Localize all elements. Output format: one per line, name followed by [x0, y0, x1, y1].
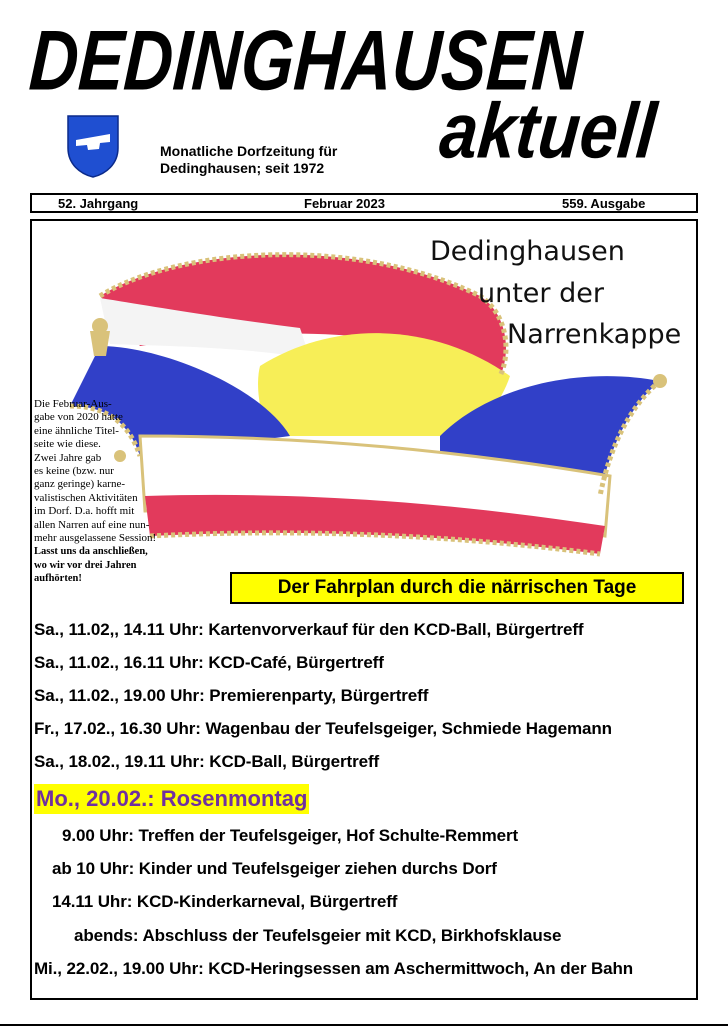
tagline	[160, 143, 337, 177]
month-label: Februar 2023	[304, 196, 385, 211]
side-note-line: mehr ausgelassene Session!	[34, 532, 157, 545]
issue-label: 559. Ausgabe	[562, 196, 646, 211]
side-note-bold-line: wo wir vor drei Jahren aufhörten!	[34, 559, 137, 585]
tagline-line-1: Monatliche Dorfzeitung für	[160, 143, 338, 159]
side-note-line: gabe von 2020 hatte	[34, 411, 123, 424]
headline-line-2: unter der	[478, 278, 604, 309]
coat-of-arms-icon	[66, 114, 120, 178]
side-note-line: Die Februar-Aus-	[34, 398, 112, 410]
rosenmontag-item: abends: Abschluss der Teufelsgeier mit KCD, Birkhofsklause	[74, 926, 562, 945]
side-note-line: es keine (bzw. nur	[34, 465, 114, 478]
headline-line-3: Narrenkappe	[507, 319, 682, 350]
headline-line-1: Dedinghausen	[430, 236, 625, 267]
schedule-item: Sa., 11.02., 19.00 Uhr: Premierenparty, Bürgertreff	[34, 686, 429, 705]
final-event: Mi., 22.02., 19.00 Uhr: KCD-Heringsessen am Aschermittwoch, An der Bahn	[34, 959, 634, 978]
side-note-line: seite wie diese.	[34, 438, 101, 451]
volume-label: 52. Jahrgang	[58, 196, 139, 211]
side-note-line: Zwei Jahre gab	[34, 451, 102, 464]
schedule-banner: Der Fahrplan durch die närrischen Tage	[230, 572, 684, 604]
issue-info-bar	[30, 193, 698, 213]
masthead-title: DEDINGHAUSEN	[26, 13, 584, 108]
side-note-line: valistischen Aktivitäten	[34, 491, 138, 504]
bottom-rule	[0, 1024, 728, 1026]
side-note-bold-line: Lasst uns da anschließen,	[34, 546, 148, 558]
schedule-item: Sa., 18.02., 19.11 Uhr: KCD-Ball, Bürgertreff	[34, 752, 380, 771]
masthead-subtitle: aktuell	[436, 87, 660, 175]
side-note-line: im Dorf. D.a. hofft mit	[34, 505, 135, 518]
schedule-item: Sa., 11.02,, 14.11 Uhr: Kartenvorverkauf für den KCD-Ball, Bürgertreff	[34, 620, 584, 639]
rosenmontag-item: ab 10 Uhr: Kinder und Teufelsgeiger ziehen durchs Dorf	[52, 859, 497, 878]
side-note-line: eine ähnliche Titel-	[34, 424, 119, 437]
side-note	[34, 398, 178, 586]
schedule-item: Sa., 11.02., 16.11 Uhr: KCD-Café, Bürgertreff	[34, 653, 384, 672]
side-note-line: allen Narren auf eine nun-	[34, 518, 150, 531]
schedule-item: Fr., 17.02., 16.30 Uhr: Wagenbau der Teufelsgeiger, Schmiede Hagemann	[34, 719, 612, 738]
tagline-line-2: Dedinghausen; seit 1972	[160, 160, 325, 176]
rosenmontag-heading: Mo., 20.02.: Rosenmontag	[34, 784, 309, 814]
rosenmontag-item: 14.11 Uhr: KCD-Kinderkarneval, Bürgertreff	[52, 892, 398, 911]
rosenmontag-item: 9.00 Uhr: Treffen der Teufelsgeiger, Hof Schulte-Remmert	[62, 826, 519, 845]
side-note-line: ganz geringe) karne-	[34, 478, 126, 491]
